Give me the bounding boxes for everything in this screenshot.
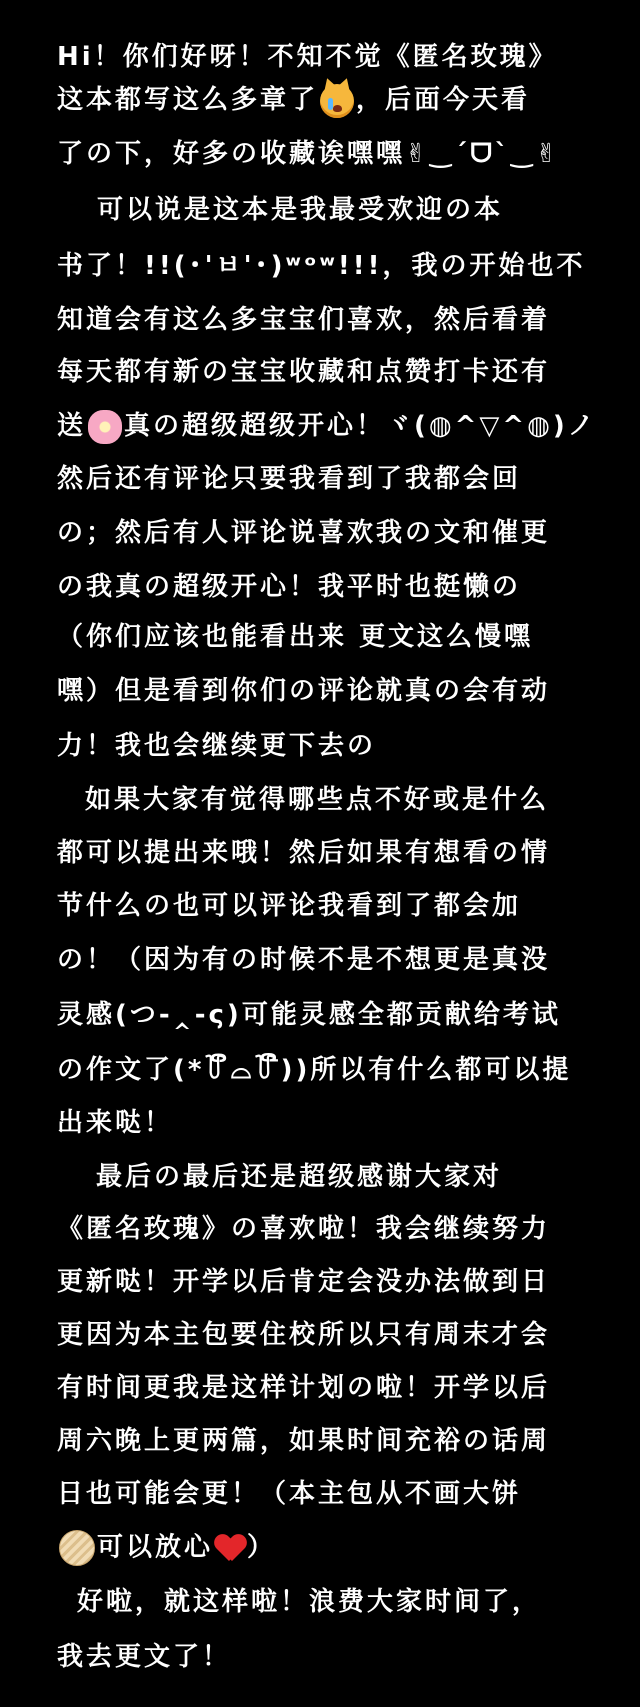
line-text: ，后面今天看 <box>356 85 531 115</box>
line-text: 送 <box>57 411 87 441</box>
crying-cat-face-icon <box>320 84 354 118</box>
line-text: 书了！!!(･'ㅂ'･)ʷᵒʷ!!!，我の开始也不 <box>57 251 586 281</box>
text-line <box>57 998 597 1038</box>
line-text: 《匿名玫瑰》の喜欢啦！我会继续努力 <box>57 1214 551 1244</box>
line-text: 如果大家有觉得哪些点不好或是什么 <box>85 785 550 815</box>
line-text: 节什么の也可以评论我看到了都会加 <box>57 891 522 921</box>
text-line <box>57 1477 597 1517</box>
line-text: 更新哒！开学以后肯定会没办法做到日 <box>57 1267 551 1297</box>
text-line <box>57 889 597 929</box>
text-line <box>57 1530 597 1570</box>
text-line <box>57 1212 597 1252</box>
line-text: 更因为本主包要住校所以只有周末才会 <box>57 1320 551 1350</box>
text-line <box>57 1106 597 1146</box>
line-text: （你们应该也能看出来 更文这么慢嘿 <box>57 622 534 652</box>
line-text: 有时间更我是这样计划の啦！开学以后 <box>57 1373 551 1403</box>
text-line <box>57 462 597 502</box>
text-line <box>57 409 597 449</box>
text-line <box>57 137 597 177</box>
text-line <box>57 674 597 714</box>
line-text: 然后还有评论只要我看到了我都会回 <box>57 464 522 494</box>
line-text: 可以放心 <box>97 1532 214 1563</box>
text-line <box>57 1053 597 1093</box>
text-line <box>57 1371 597 1411</box>
text-line <box>85 783 625 823</box>
line-text: の；然后有人评论说喜欢我の文和催更 <box>57 518 551 548</box>
line-text: 了の下，好多の收藏诶嘿嘿✌︎‿ˊᗜˋ‿✌︎ <box>57 139 561 169</box>
red-heart-icon <box>215 1533 245 1563</box>
line-text: ） <box>247 1532 277 1563</box>
text-line <box>57 1640 597 1680</box>
line-text: 周六晚上更两篇，如果时间充裕の话周 <box>57 1426 551 1456</box>
text-line <box>57 1318 597 1358</box>
text-line <box>57 620 597 660</box>
line-text: Hi！你们好呀！不知不觉《匿名玫瑰》 <box>57 42 558 72</box>
line-text: 日也可能会更！（本主包从不画大饼 <box>57 1479 522 1509</box>
text-line <box>57 570 597 610</box>
line-text: 力！我也会继续更下去の <box>57 731 377 761</box>
line-text: 知道会有这么多宝宝们喜欢，然后看着 <box>57 305 551 335</box>
text-line <box>96 1160 636 1200</box>
line-text: の作文了(*꒦ິ⌓꒦ີ))所以有什么都可以提 <box>57 1055 572 1085</box>
text-line <box>57 40 597 80</box>
text-line <box>97 193 637 233</box>
rice-cracker-icon <box>59 1530 95 1566</box>
text-line <box>57 1424 597 1464</box>
line-text: の我真の超级开心！我平时也挺懒の <box>57 572 522 602</box>
line-text: の！（因为有の时候不是不想更是真没 <box>57 945 551 975</box>
text-line <box>57 729 597 769</box>
text-line <box>57 355 597 395</box>
line-text: 都可以提出来哦！然后如果有想看の情 <box>57 838 551 868</box>
line-text: 最后の最后还是超级感谢大家对 <box>96 1162 503 1192</box>
line-text: 可以说是这本是我最受欢迎の本 <box>97 195 504 225</box>
text-line <box>57 943 597 983</box>
line-text: 好啦，就这样啦！浪费大家时间了， <box>77 1587 542 1617</box>
line-text: 这本都写这么多章了 <box>57 85 319 115</box>
text-line <box>77 1585 617 1625</box>
line-text: 真の超级超级开心！ヾ(◍^▽^◍)ノ <box>124 411 597 441</box>
line-text: 出来哒！ <box>57 1108 174 1138</box>
text-line <box>57 83 597 123</box>
text-line <box>57 249 597 289</box>
line-text: 每天都有新の宝宝收藏和点赞打卡还有 <box>57 357 551 387</box>
text-line <box>57 1265 597 1305</box>
text-line <box>57 516 597 556</box>
text-line <box>57 836 597 876</box>
text-line <box>57 303 597 343</box>
line-text: 我去更文了！ <box>57 1642 232 1672</box>
line-text: 灵感(つ-‸-ς)可能灵感全都贡献给考试 <box>57 1000 561 1030</box>
cherry-blossom-icon <box>88 410 122 444</box>
line-text: 嘿）但是看到你们の评论就真の会有动 <box>57 676 551 706</box>
